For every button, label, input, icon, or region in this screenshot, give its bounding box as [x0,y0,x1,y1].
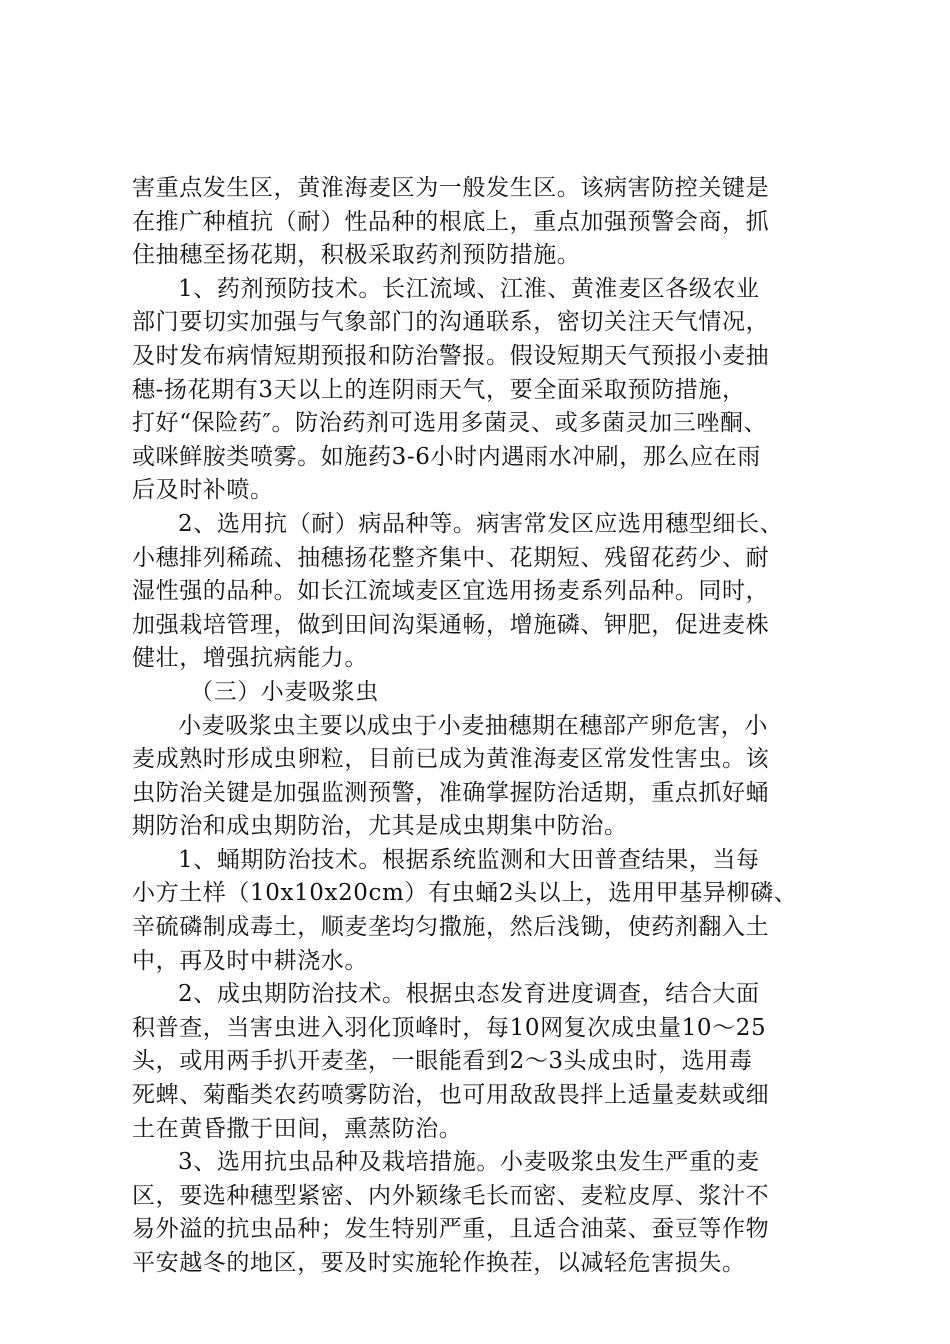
text-line: 辛硫磷制成毒土，顺麦垄均匀撒施，然后浅锄，使药剂翻入土 [132,914,770,941]
paragraph-midge-intro [132,710,832,844]
text-line: 期防治和成虫期防治，尤其是成虫期集中防治。 [132,813,628,840]
text-line: 湿性强的品种。如长江流域麦区宜选用扬麦系列品种。同时， [132,578,770,605]
text-line: 中，再及时中耕浇水。 [132,947,368,974]
paragraph-resistant-cultivation [132,1146,832,1280]
document-body [132,172,832,1281]
text-line: 部门要切实加强与气象部门的沟通联系，密切关注天气情况， [132,309,770,336]
text-line: 小麦吸浆虫主要以成虫于小麦抽穗期在穗部产卵危害，小 [178,712,768,739]
text-line: 后及时补喷。 [132,477,274,504]
text-line: 在推广种植抗（耐）性品种的根底上，重点加强预警会商，抓 [132,208,770,235]
text-line: 头，或用两手扒开麦垄，一眼能看到2～3头成虫时，选用毒 [132,1048,753,1075]
section-heading-wheat-midge [132,676,832,710]
text-line: 2、选用抗（耐）病品种等。病害常发区应选用穗型细长、 [178,510,784,537]
text-line: 加强栽培管理，做到田间沟渠通畅，增施磷、钾肥，促进麦株 [132,611,770,638]
text-line: 穗-扬花期有3天以上的连阴雨天气，要全面采取预防措施， [132,376,746,403]
text-line: 土在黄昏撒于田间，熏蒸防治。 [132,1115,463,1142]
text-line: 及时发布病情短期预报和防治警报。假设短期天气预报小麦抽 [132,342,770,369]
text-line: 打好“保险药″。防治药剂可选用多菌灵、或多菌灵加三唑酮、 [132,410,768,437]
text-line: 1、蛹期防治技术。根据系统监测和大田普查结果，当每 [178,846,760,873]
text-line: 麦成熟时形成虫卵粒，目前已成为黄淮海麦区常发性害虫。该 [132,746,770,773]
paragraph-resistant-varieties [132,508,832,676]
text-line: 或咪鲜胺类喷雾。如施药3-6小时内遇雨水冲刷，那么应在雨 [132,443,761,470]
text-line: 平安越冬的地区，要及时实施轮作换茬，以减轻危害损失。 [132,1250,746,1276]
text-line: 易外溢的抗虫品种；发生特别严重，且适合油菜、蚕豆等作物 [132,1216,770,1243]
text-line: 健壮，增强抗病能力。 [132,645,368,672]
section-heading-text: （三）小麦吸浆虫 [190,678,379,705]
text-line: 小穗排列稀疏、抽穗扬花整齐集中、花期短、残留花药少、耐 [132,544,770,571]
paragraph-pupa-control [132,844,832,978]
paragraph-chemical-prevention [132,273,832,508]
paragraph-intro-continued [132,172,832,273]
text-line: 2、成虫期防治技术。根据虫态发育进度调查，结合大面 [178,981,760,1008]
text-line: 小方土样（10x10x20cm）有虫蛹2头以上，选用甲基异柳磷、 [132,880,798,907]
text-line: 住抽穗至扬花期，积极采取药剂预防措施。 [132,242,581,269]
text-line: 积普查，当害虫进入羽化顶峰时，每10网复次成虫量10～25 [132,1014,767,1041]
text-line: 死蜱、菊酯类农药喷雾防治，也可用敌敌畏拌上适量麦麸或细 [132,1082,770,1109]
text-line: 区，要选种穗型紧密、内外颖缘毛长而密、麦粒皮厚、浆汁不 [132,1182,770,1209]
text-line: 虫防治关键是加强监测预警，准确掌握防治适期，重点抓好蛹 [132,779,770,806]
paragraph-adult-control [132,978,832,1146]
text-line: 1、药剂预防技术。长江流域、江淮、黄淮麦区各级农业 [178,275,760,302]
text-line: 害重点发生区，黄淮海麦区为一般发生区。该病害防控关键是 [132,175,770,201]
text-line: 3、选用抗虫品种及栽培措施。小麦吸浆虫发生严重的麦 [178,1149,760,1176]
